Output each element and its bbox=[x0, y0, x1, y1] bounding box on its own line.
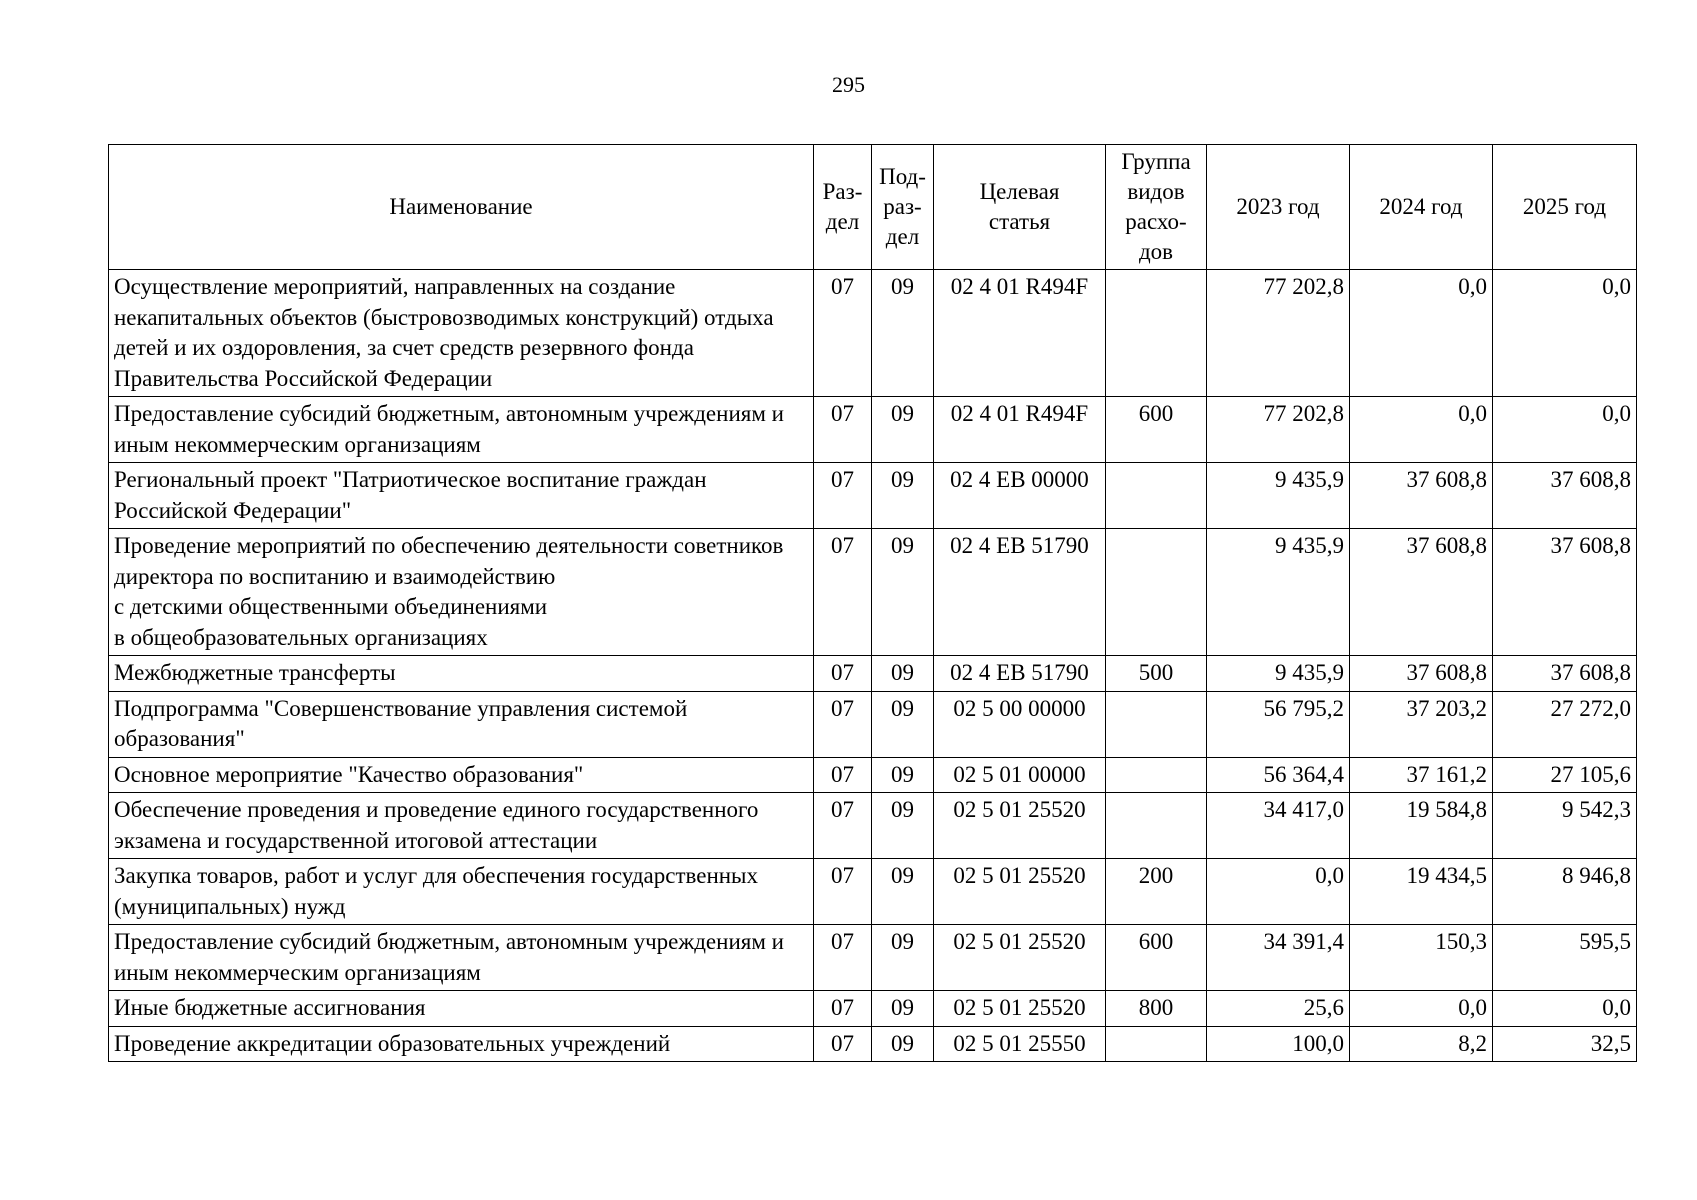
cell-razdel: 07 bbox=[814, 991, 872, 1027]
cell-2024: 19 434,5 bbox=[1350, 859, 1493, 925]
cell-name: Проведение мероприятий по обеспечению деятельности советников директора по воспитанию и взаимодействию с детскими общественными объединениями в общеобразовательных организациях bbox=[109, 529, 814, 656]
cell-2025: 0,0 bbox=[1493, 270, 1637, 397]
cell-2024: 0,0 bbox=[1350, 397, 1493, 463]
cell-2024: 37 608,8 bbox=[1350, 463, 1493, 529]
cell-name: Межбюджетные трансферты bbox=[109, 656, 814, 692]
cell-podrazdel: 09 bbox=[872, 463, 934, 529]
cell-2023: 34 391,4 bbox=[1207, 925, 1350, 991]
cell-2025: 0,0 bbox=[1493, 991, 1637, 1027]
cell-name: Закупка товаров, работ и услуг для обеспечения государственных (муниципальных) нужд bbox=[109, 859, 814, 925]
cell-razdel: 07 bbox=[814, 757, 872, 793]
cell-2025: 32,5 bbox=[1493, 1026, 1637, 1062]
cell-celevaya: 02 4 EB 51790 bbox=[934, 656, 1106, 692]
cell-name: Проведение аккредитации образовательных учреждений bbox=[109, 1026, 814, 1062]
cell-razdel: 07 bbox=[814, 397, 872, 463]
cell-2023: 56 795,2 bbox=[1207, 691, 1350, 757]
cell-2024: 0,0 bbox=[1350, 270, 1493, 397]
cell-razdel: 07 bbox=[814, 1026, 872, 1062]
cell-2023: 0,0 bbox=[1207, 859, 1350, 925]
cell-gruppa bbox=[1106, 463, 1207, 529]
cell-2023: 9 435,9 bbox=[1207, 656, 1350, 692]
cell-podrazdel: 09 bbox=[872, 757, 934, 793]
cell-celevaya: 02 5 01 25550 bbox=[934, 1026, 1106, 1062]
table-row bbox=[109, 397, 1637, 463]
header-gruppa: Группа видов расхо- дов bbox=[1106, 145, 1207, 270]
cell-2025: 27 105,6 bbox=[1493, 757, 1637, 793]
cell-2024: 37 161,2 bbox=[1350, 757, 1493, 793]
cell-2023: 77 202,8 bbox=[1207, 270, 1350, 397]
cell-razdel: 07 bbox=[814, 529, 872, 656]
cell-gruppa: 600 bbox=[1106, 925, 1207, 991]
header-razdel: Раз- дел bbox=[814, 145, 872, 270]
cell-2023: 34 417,0 bbox=[1207, 793, 1350, 859]
cell-celevaya: 02 5 01 25520 bbox=[934, 793, 1106, 859]
cell-2023: 9 435,9 bbox=[1207, 529, 1350, 656]
cell-podrazdel: 09 bbox=[872, 529, 934, 656]
cell-2023: 9 435,9 bbox=[1207, 463, 1350, 529]
budget-table bbox=[108, 144, 1637, 1062]
table-row bbox=[109, 859, 1637, 925]
header-2024: 2024 год bbox=[1350, 145, 1493, 270]
cell-celevaya: 02 5 01 25520 bbox=[934, 925, 1106, 991]
cell-celevaya: 02 4 EB 51790 bbox=[934, 529, 1106, 656]
cell-2023: 25,6 bbox=[1207, 991, 1350, 1027]
cell-gruppa bbox=[1106, 793, 1207, 859]
cell-gruppa bbox=[1106, 1026, 1207, 1062]
cell-podrazdel: 09 bbox=[872, 859, 934, 925]
cell-gruppa bbox=[1106, 757, 1207, 793]
cell-gruppa: 800 bbox=[1106, 991, 1207, 1027]
cell-podrazdel: 09 bbox=[872, 691, 934, 757]
cell-razdel: 07 bbox=[814, 463, 872, 529]
header-celevaya: Целевая статья bbox=[934, 145, 1106, 270]
cell-celevaya: 02 5 01 25520 bbox=[934, 859, 1106, 925]
table-row bbox=[109, 991, 1637, 1027]
cell-podrazdel: 09 bbox=[872, 925, 934, 991]
cell-2024: 37 608,8 bbox=[1350, 529, 1493, 656]
table-row bbox=[109, 463, 1637, 529]
table-row bbox=[109, 1026, 1637, 1062]
cell-podrazdel: 09 bbox=[872, 656, 934, 692]
cell-gruppa: 600 bbox=[1106, 397, 1207, 463]
table-row bbox=[109, 529, 1637, 656]
cell-razdel: 07 bbox=[814, 793, 872, 859]
cell-gruppa bbox=[1106, 529, 1207, 656]
table-row bbox=[109, 691, 1637, 757]
cell-name: Иные бюджетные ассигнования bbox=[109, 991, 814, 1027]
cell-2025: 8 946,8 bbox=[1493, 859, 1637, 925]
cell-gruppa: 200 bbox=[1106, 859, 1207, 925]
cell-name: Основное мероприятие "Качество образования" bbox=[109, 757, 814, 793]
cell-celevaya: 02 4 EB 00000 bbox=[934, 463, 1106, 529]
cell-2024: 8,2 bbox=[1350, 1026, 1493, 1062]
cell-celevaya: 02 5 00 00000 bbox=[934, 691, 1106, 757]
header-2023: 2023 год bbox=[1207, 145, 1350, 270]
cell-razdel: 07 bbox=[814, 691, 872, 757]
page-number: 295 bbox=[832, 72, 865, 97]
cell-podrazdel: 09 bbox=[872, 991, 934, 1027]
table-row bbox=[109, 757, 1637, 793]
cell-2024: 19 584,8 bbox=[1350, 793, 1493, 859]
header-podrazdel: Под- раз- дел bbox=[872, 145, 934, 270]
cell-name: Осуществление мероприятий, направленных на создание некапитальных объектов (быстровозводимых конструкций) отдыха детей и их оздоровления, за счет средств резервного фонда Правительства Российской Федерации bbox=[109, 270, 814, 397]
cell-2025: 37 608,8 bbox=[1493, 656, 1637, 692]
cell-2024: 0,0 bbox=[1350, 991, 1493, 1027]
cell-razdel: 07 bbox=[814, 270, 872, 397]
cell-gruppa: 500 bbox=[1106, 656, 1207, 692]
cell-name: Предоставление субсидий бюджетным, автономным учреждениям и иным некоммерческим организациям bbox=[109, 925, 814, 991]
header-name: Наименование bbox=[109, 145, 814, 270]
cell-gruppa bbox=[1106, 691, 1207, 757]
table-row bbox=[109, 656, 1637, 692]
cell-celevaya: 02 5 01 00000 bbox=[934, 757, 1106, 793]
cell-2023: 77 202,8 bbox=[1207, 397, 1350, 463]
cell-2025: 37 608,8 bbox=[1493, 529, 1637, 656]
table-row bbox=[109, 925, 1637, 991]
cell-podrazdel: 09 bbox=[872, 270, 934, 397]
cell-podrazdel: 09 bbox=[872, 397, 934, 463]
cell-name: Региональный проект "Патриотическое воспитание граждан Российской Федерации" bbox=[109, 463, 814, 529]
cell-podrazdel: 09 bbox=[872, 1026, 934, 1062]
table-row bbox=[109, 793, 1637, 859]
cell-name: Предоставление субсидий бюджетным, автономным учреждениям и иным некоммерческим организациям bbox=[109, 397, 814, 463]
cell-2025: 27 272,0 bbox=[1493, 691, 1637, 757]
cell-2024: 150,3 bbox=[1350, 925, 1493, 991]
cell-2024: 37 203,2 bbox=[1350, 691, 1493, 757]
cell-podrazdel: 09 bbox=[872, 793, 934, 859]
cell-2025: 37 608,8 bbox=[1493, 463, 1637, 529]
cell-celevaya: 02 4 01 R494F bbox=[934, 397, 1106, 463]
cell-razdel: 07 bbox=[814, 859, 872, 925]
cell-2023: 100,0 bbox=[1207, 1026, 1350, 1062]
cell-name: Подпрограмма "Совершенствование управления системой образования" bbox=[109, 691, 814, 757]
cell-2024: 37 608,8 bbox=[1350, 656, 1493, 692]
cell-2023: 56 364,4 bbox=[1207, 757, 1350, 793]
cell-name: Обеспечение проведения и проведение единого государственного экзамена и государственной итоговой аттестации bbox=[109, 793, 814, 859]
cell-razdel: 07 bbox=[814, 656, 872, 692]
cell-razdel: 07 bbox=[814, 925, 872, 991]
header-2025: 2025 год bbox=[1493, 145, 1637, 270]
table-row bbox=[109, 270, 1637, 397]
cell-2025: 595,5 bbox=[1493, 925, 1637, 991]
cell-2025: 0,0 bbox=[1493, 397, 1637, 463]
cell-gruppa bbox=[1106, 270, 1207, 397]
cell-celevaya: 02 4 01 R494F bbox=[934, 270, 1106, 397]
cell-2025: 9 542,3 bbox=[1493, 793, 1637, 859]
cell-celevaya: 02 5 01 25520 bbox=[934, 991, 1106, 1027]
table-header-row bbox=[109, 145, 1637, 270]
